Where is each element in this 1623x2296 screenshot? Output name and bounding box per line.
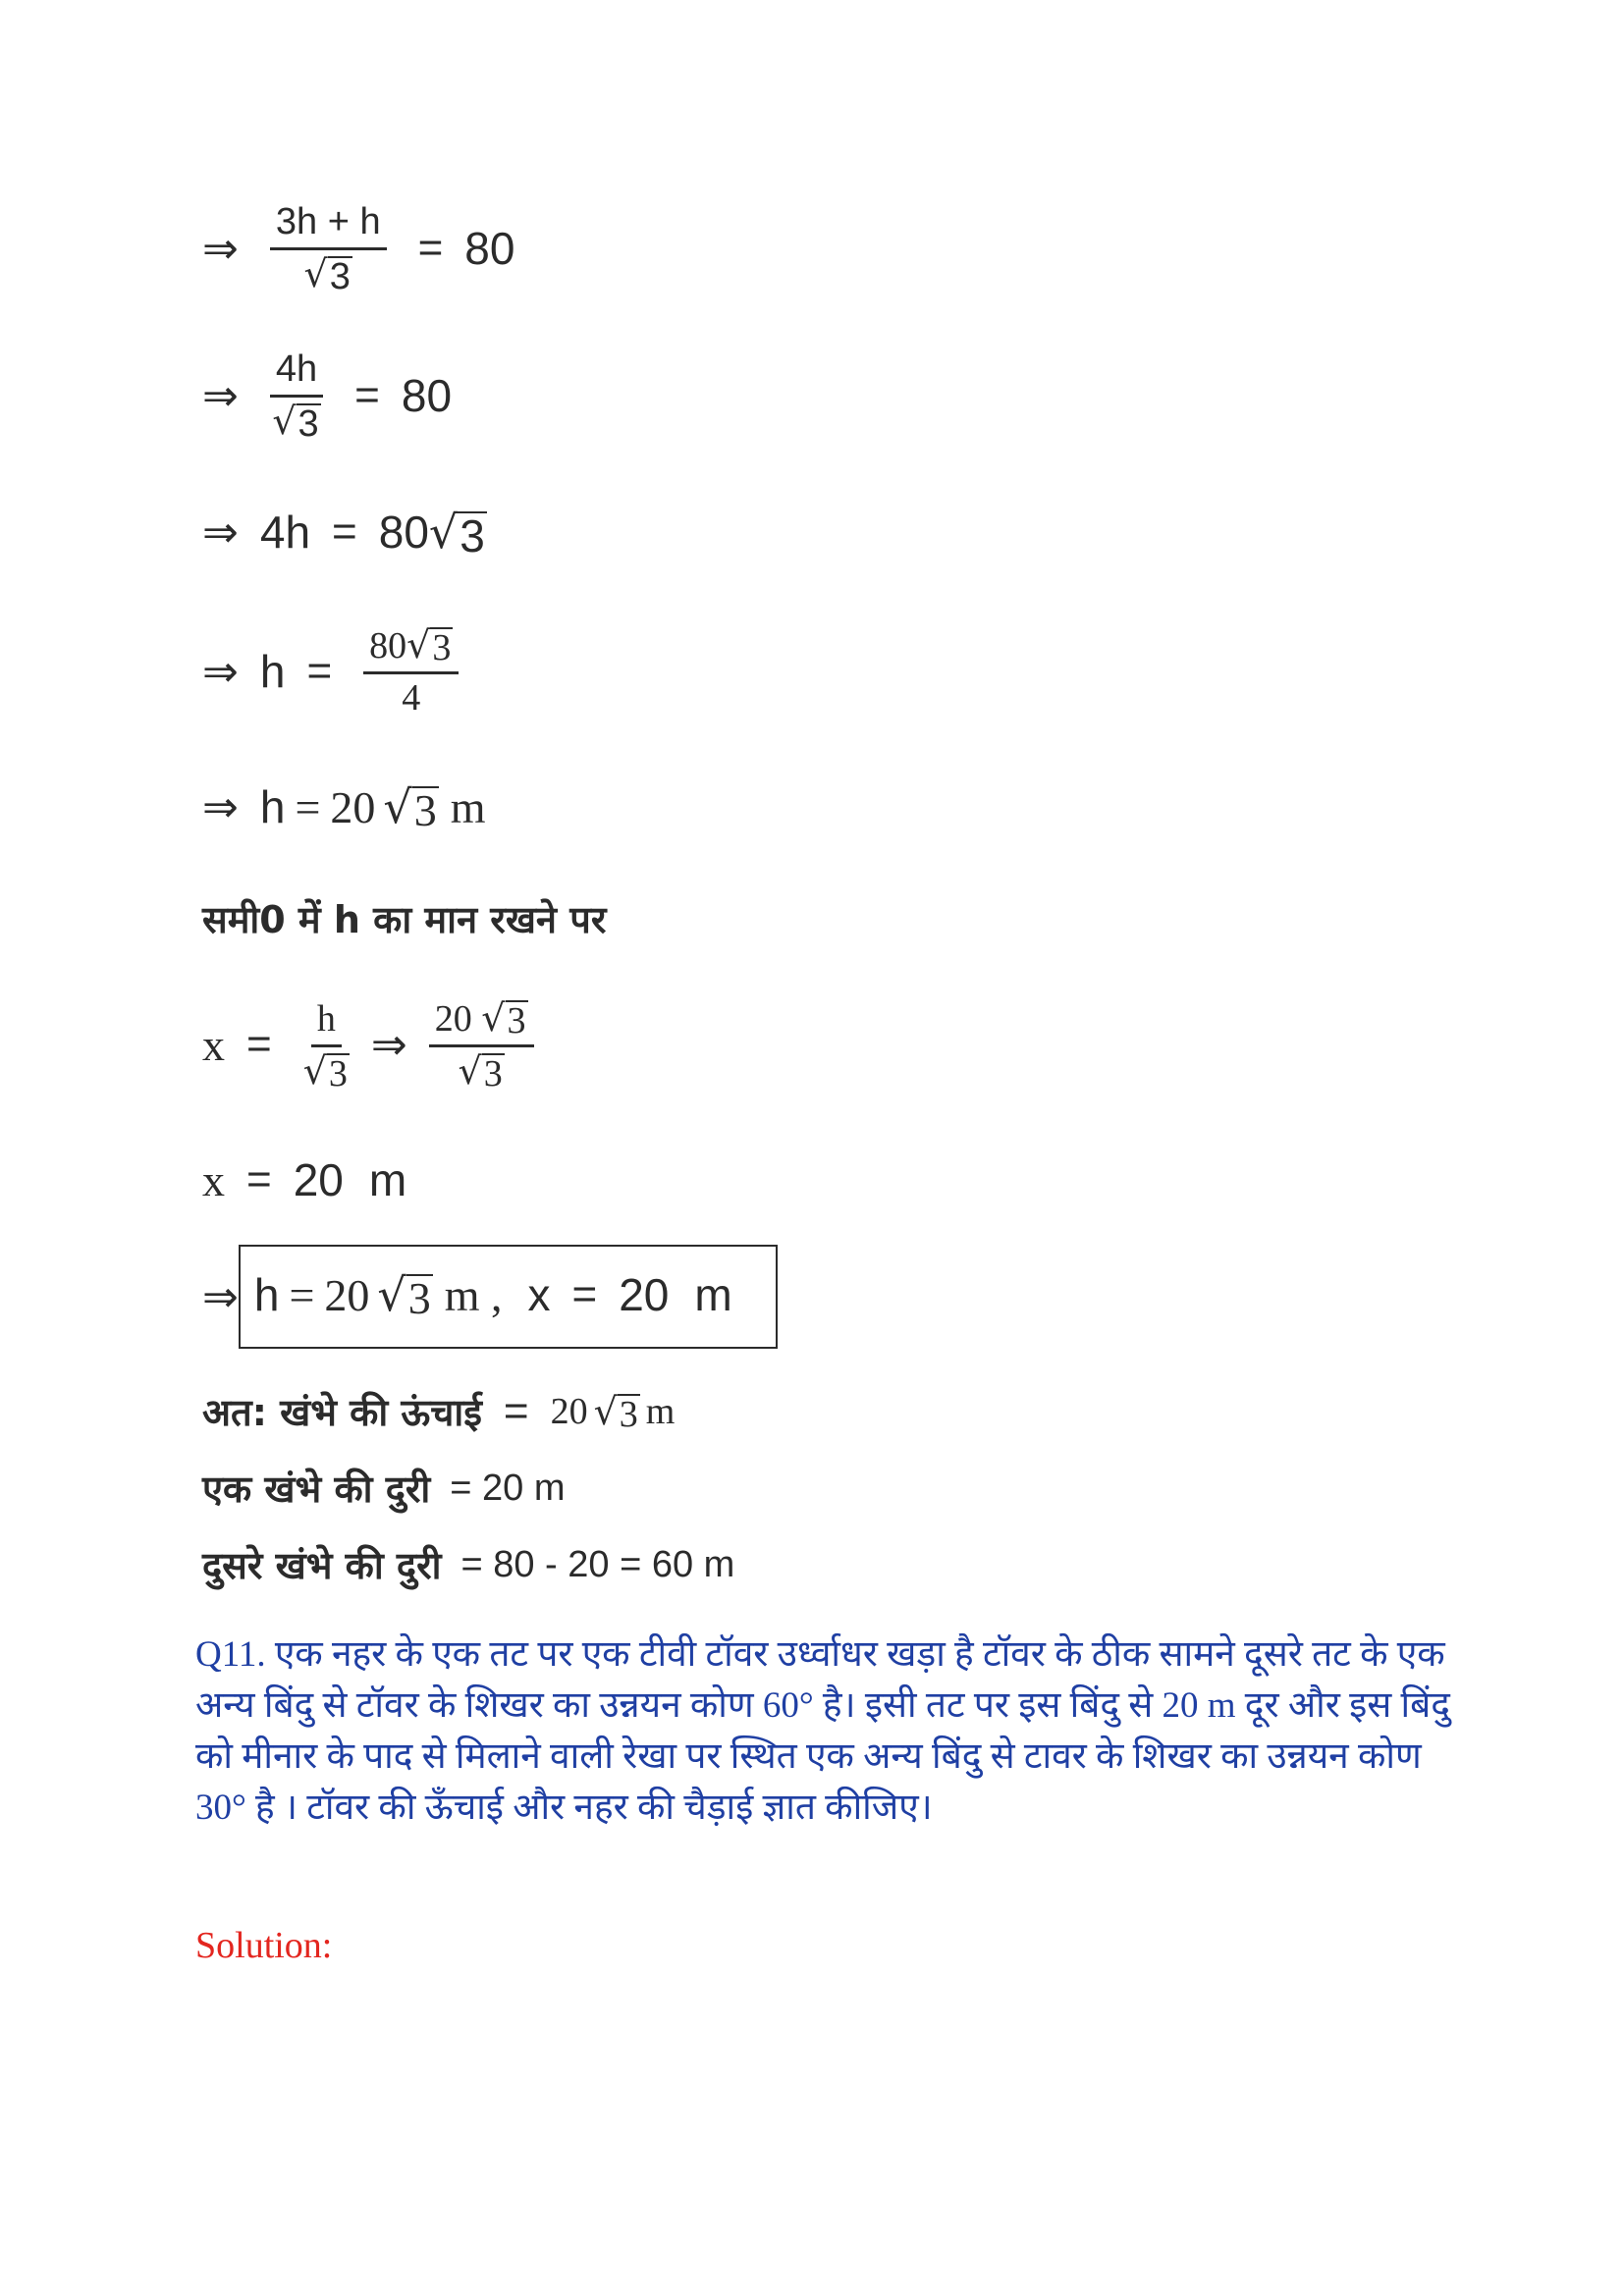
equals-sign: = bbox=[246, 1155, 272, 1203]
coefficient: 20 bbox=[550, 1391, 588, 1432]
equals-sign: = bbox=[289, 1269, 315, 1320]
equals-sign: = bbox=[417, 224, 444, 272]
implies-arrow: ⇒ bbox=[202, 223, 239, 274]
boxed-result-line bbox=[202, 1245, 778, 1349]
denominator: √ 3 bbox=[272, 400, 319, 445]
unit: m bbox=[645, 1391, 676, 1432]
result-box bbox=[239, 1245, 778, 1349]
unit: m bbox=[368, 1154, 407, 1205]
rhs-value: 80 bbox=[401, 370, 453, 421]
equals-sign: = bbox=[332, 507, 357, 556]
equation-line-1 bbox=[202, 201, 514, 295]
x-value: 20 bbox=[619, 1269, 670, 1320]
distance-1-conclusion bbox=[202, 1463, 566, 1514]
numerator: 80 √ 3 bbox=[363, 623, 459, 674]
x-unit: m bbox=[694, 1269, 732, 1320]
denominator: √ 3 bbox=[302, 1048, 348, 1095]
fraction bbox=[363, 623, 459, 720]
denominator: √ 3 bbox=[458, 1049, 503, 1095]
equation-line-3 bbox=[202, 506, 487, 559]
numerator: h bbox=[311, 997, 342, 1047]
height-label: अत: खंभे की ऊंचाई bbox=[202, 1391, 482, 1434]
distance-1-value: = 20 m bbox=[450, 1467, 566, 1509]
distance-2-value: = 80 - 20 = 60 m bbox=[460, 1543, 735, 1585]
numerator: 20 √ 3 bbox=[429, 996, 534, 1047]
height-conclusion bbox=[202, 1386, 675, 1437]
h-label: h bbox=[253, 1269, 280, 1320]
denominator: √ 3 bbox=[303, 252, 351, 297]
equation-line-5 bbox=[202, 780, 486, 833]
implies-arrow: ⇒ bbox=[202, 370, 239, 421]
equation-line-2 bbox=[202, 348, 452, 443]
distance-2-label: दुसरे खंभे की दुरी bbox=[202, 1544, 442, 1587]
rhs-radical: √ 3 bbox=[428, 506, 485, 561]
radical: √ 3 bbox=[383, 780, 437, 835]
equals-sign: = bbox=[295, 781, 321, 832]
lhs-value: x bbox=[202, 1019, 225, 1070]
lhs-value: x bbox=[202, 1154, 225, 1205]
equation-line-7 bbox=[202, 1153, 406, 1206]
rhs-value: 80 bbox=[464, 223, 515, 274]
question-q11: Q11. एक नहर के एक तट पर एक टीवी टॉवर उर्ध्वाधर खड़ा है टॉवर के ठीक सामने दूसरे तट के एक अन्य बिंदु से टॉवर के शिखर का उन्नयन कोण 60° है। इसी तट पर इस बिंदु से 20 m दूर और इस बिंदु को मीनार के पाद से मिलाने वाली रेखा पर स्थित एक अन्य बिंदु से टावर के शिखर का उन्नयन कोण 30° है । टॉवर की ऊँचाई और नहर की चैड़ाई ज्ञात कीजिए। bbox=[195, 1634, 1450, 1828]
denominator: 4 bbox=[402, 677, 421, 719]
radical: √ 3 bbox=[593, 1390, 638, 1435]
equals-sign: = bbox=[306, 647, 333, 695]
solution-label: Solution: bbox=[195, 1925, 333, 1966]
fraction bbox=[270, 348, 323, 443]
unit: m bbox=[450, 781, 486, 832]
lhs-value: h bbox=[259, 781, 286, 832]
substitution-note: समी0 में h का मान रखने पर bbox=[202, 898, 607, 941]
numerator: 3h + h bbox=[270, 201, 387, 250]
lhs-value: h bbox=[259, 646, 286, 697]
distance-2-conclusion bbox=[202, 1539, 734, 1590]
coefficient: 20 bbox=[324, 1269, 370, 1320]
unit: m , bbox=[444, 1269, 503, 1320]
equals-sign: = bbox=[354, 371, 380, 419]
x-label: x bbox=[527, 1269, 551, 1320]
implies-arrow: ⇒ bbox=[202, 1271, 239, 1322]
implies-arrow: ⇒ bbox=[202, 507, 239, 558]
distance-1-label: एक खंभे की दुरी bbox=[202, 1468, 431, 1511]
rhs-coefficient: 80 bbox=[378, 507, 429, 558]
equals-sign: = bbox=[503, 1387, 529, 1435]
lhs-value: 4h bbox=[259, 507, 311, 558]
implies-arrow: ⇒ bbox=[370, 1019, 407, 1070]
fraction-1 bbox=[303, 997, 350, 1093]
implies-arrow: ⇒ bbox=[202, 781, 239, 832]
numerator: 4h bbox=[270, 348, 323, 398]
fraction bbox=[270, 201, 387, 295]
radical: √ 3 bbox=[377, 1268, 431, 1323]
equals-sign: = bbox=[246, 1020, 272, 1068]
fraction-2 bbox=[429, 996, 534, 1093]
coefficient: 20 bbox=[330, 781, 376, 832]
rhs-value: 20 bbox=[293, 1154, 344, 1205]
equals-sign: = bbox=[571, 1270, 598, 1318]
equation-line-6 bbox=[202, 996, 544, 1093]
implies-arrow: ⇒ bbox=[202, 646, 239, 697]
equation-line-4 bbox=[202, 623, 468, 720]
